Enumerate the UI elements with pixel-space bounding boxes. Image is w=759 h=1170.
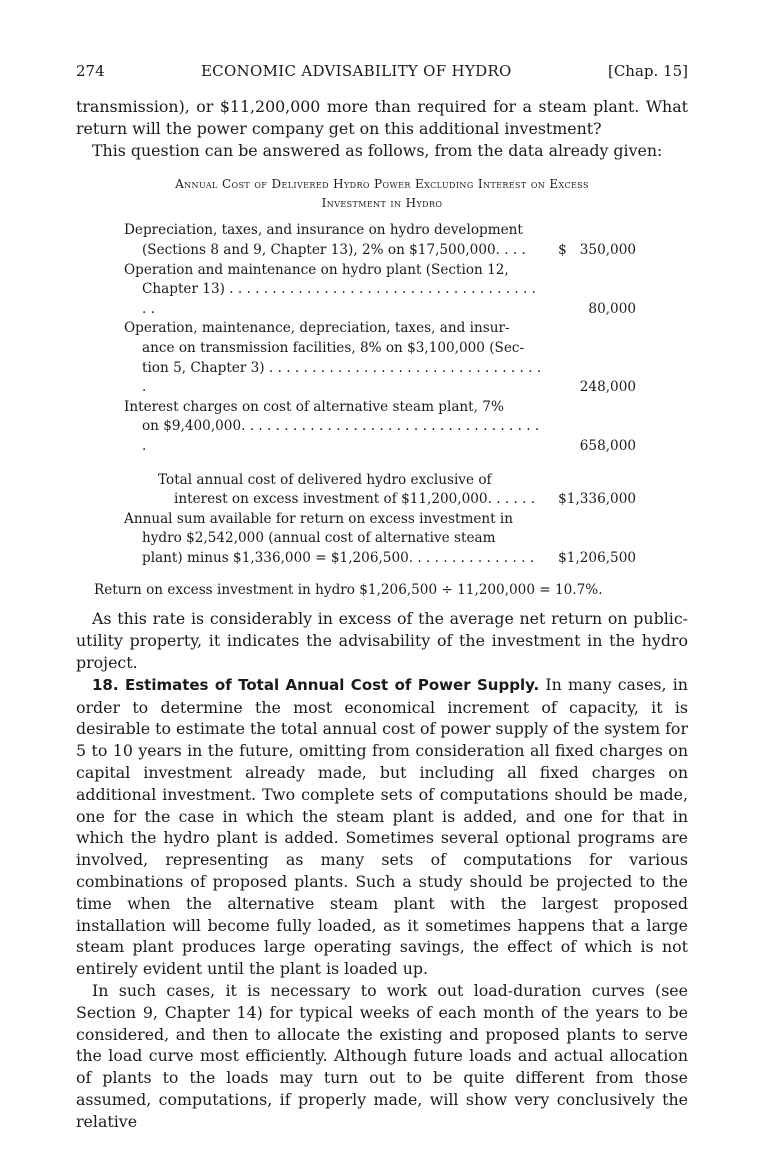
total-annual-cost <box>124 471 636 510</box>
item-amount: 658,000 <box>579 437 636 454</box>
table-title-line-2: Investment in Hydro <box>321 196 443 211</box>
item-amount: $ 350,000 <box>558 241 636 258</box>
section-18-heading: 18. Estimates of Total Annual Cost of Power Supply. <box>92 675 540 694</box>
intro-question-paragraph: This question can be answered as follows, from the data already given: <box>92 140 663 160</box>
return-on-investment: Return on excess investment in hydro $1,206,500 ÷ 11,200,000 = 10.7%. <box>94 582 603 599</box>
annual-sum-line: hydro $2,542,000 (annual cost of alternative steam <box>142 530 496 547</box>
cost-item-interest-steam <box>124 398 636 457</box>
section-18-text: In many cases, in order to determine the most economical increment of capacity, it is desirable to estimate the total annual cost of power supply of the system for 5 to 10 years in the future, omitting from consideration all fixed charges on capital investment already made, but including all fixed charges on additional investment. Two complete sets of computations should be made, one for the case in which the steam plant is added, and one for that in which the hydro plant is added. Sometimes several optional programs are involved, representing as many sets of computations for various combinations of proposed plants. Such a study should be projected to the time when the alternative steam plant with the largest proposed installation will become fully loaded, as it sometimes happens that a large steam plant produces large operating savings, the effect of which is not entirely evident until the plant is loaded up. <box>76 674 688 979</box>
section-18-paragraph <box>76 674 688 980</box>
item-line: on $9,400,000. . . . . . . . . . . . . . . . . . . . . . . . . . . . . . . . . . . . <box>142 418 540 454</box>
item-amount: 80,000 <box>588 300 636 317</box>
page-header <box>76 62 688 84</box>
item-line: Depreciation, taxes, and insurance on hydro development <box>124 222 523 239</box>
item-line: (Sections 8 and 9, Chapter 13), 2% on $17,500,000. . . . <box>142 241 526 258</box>
item-line: Chapter 13) . . . . . . . . . . . . . . . . . . . . . . . . . . . . . . . . . . . . . . <box>142 281 537 317</box>
item-line: Interest charges on cost of alternative steam plant, 7% <box>124 398 504 415</box>
annual-sum-available <box>124 510 636 569</box>
item-line: tion 5, Chapter 3) . . . . . . . . . . . . . . . . . . . . . . . . . . . . . . . . . <box>142 359 542 396</box>
total-amount: $1,336,000 <box>558 491 636 508</box>
total-line: interest on excess investment of $11,200,000. . . . . . <box>174 491 536 508</box>
intro-paragraph: transmission), or $11,200,000 more than required for a steam plant. What return will the power company get on this additional investment? <box>76 97 688 138</box>
annual-sum-line: Annual sum available for return on excess investment in <box>124 510 514 527</box>
annual-sum-line: plant) minus $1,336,000 = $1,206,500. . . . . . . . . . . . . . . <box>142 549 535 566</box>
book-page <box>76 62 688 1133</box>
item-line: Operation, maintenance, depreciation, taxes, and insur- <box>124 320 510 337</box>
cost-items <box>124 221 636 568</box>
item-line: Operation and maintenance on hydro plant (Section 12, <box>124 261 509 278</box>
item-line: ance on transmission facilities, 8% on $3,100,000 (Sec- <box>142 339 525 356</box>
totals <box>124 471 636 569</box>
table-title-line-1: Annual Cost of Delivered Hydro Power Excluding Interest on Excess <box>175 177 589 192</box>
chapter-label: [Chap. 15] <box>607 62 688 80</box>
page-number: 274 <box>76 62 105 80</box>
cost-item-transmission <box>124 319 636 397</box>
annual-sum-amount: $1,206,500 <box>558 549 636 566</box>
running-title: ECONOMIC ADVISABILITY OF HYDRO <box>200 62 512 80</box>
cost-item-operation-hydro <box>124 261 636 320</box>
paragraph-advisability: As this rate is considerably in excess of the average net return on public-utility property, it indicates the advisability of the investment in the hydro project. <box>76 609 688 673</box>
table-title <box>76 175 688 213</box>
cost-item-depreciation <box>124 221 636 260</box>
total-line: Total annual cost of delivered hydro exclusive of <box>158 471 492 488</box>
paragraph-load-duration: In such cases, it is necessary to work out load-duration curves (see Section 9, Chapter 14) for typical weeks of each month of the years to be considered, and then to allocate the existing and proposed plants to serve the load curve most efficiently. Although future loads and actual allocation of plants to the loads may turn out to be quite different from those assumed, computations, if properly made, will show very conclusively the relative <box>76 981 688 1131</box>
item-amount: 248,000 <box>579 379 636 396</box>
